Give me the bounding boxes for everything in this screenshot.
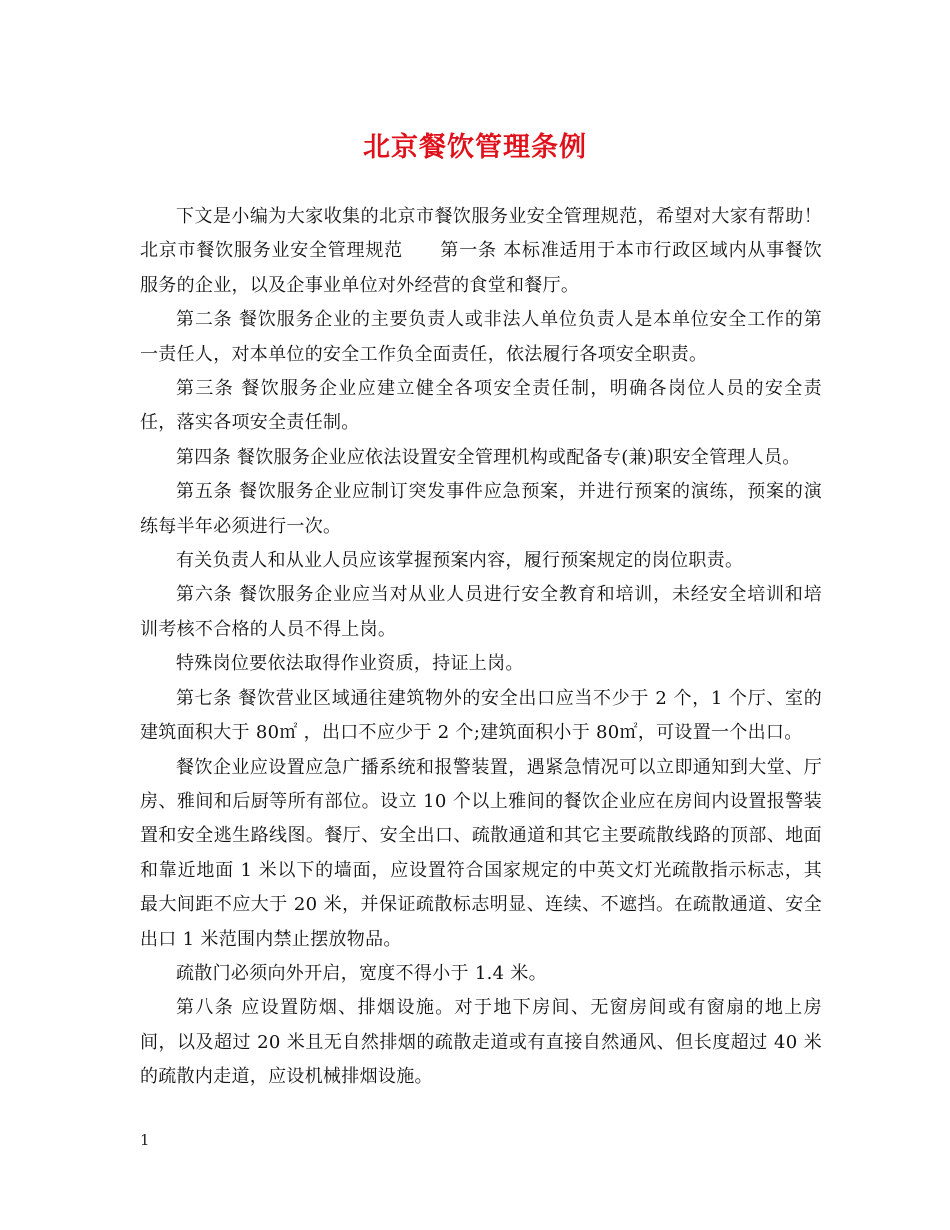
document-title: 北京餐饮管理条例 [363,132,587,163]
paragraph-article-5-note: 有关负责人和从业人员应该掌握预案内容，履行预案规定的岗位职责。 [176,550,744,572]
paragraph-article-7: 第七条 餐饮营业区域通往建筑物外的安全出口应当不少于 2 个，1 个厅、室的建筑面积大于 80㎡ ，出口不应少于 2 个;建筑面积小于 80㎡，可设置一个出口。 [140,687,822,744]
paragraph-article-8: 第八条 应设置防烟、排烟设施。对于地下房间、无窗房间或有窗扇的地上房间，以及超过 20 米且无自然排烟的疏散走道或有直接自然通风、但长度超过 40 米的疏散内走道，应设机械排烟设施。 [140,997,822,1088]
paragraph-article-2: 第二条 餐饮服务企业的主要负责人或非法人单位负责人是本单位安全工作的第一责任人，对本单位的安全工作负全面责任，依法履行各项安全职责。 [140,309,822,365]
paragraph-article-3: 第三条 餐饮服务企业应建立健全各项安全责任制，明确各岗位人员的安全责任，落实各项安全责任制。 [140,378,822,434]
paragraph-article-6: 第六条 餐饮服务企业应当对从业人员进行安全教育和培训，未经安全培训和培训考核不合格的人员不得上岗。 [140,584,822,640]
paragraph-article-5: 第五条 餐饮服务企业应制订突发事件应急预案，并进行预案的演练，预案的演练每半年必须进行一次。 [140,481,822,537]
paragraph-article-7-alarm: 餐饮企业应设置应急广播系统和报警装置，遇紧急情况可以立即通知到大堂、厅房、雅间和后厨等所有部位。设立 10 个以上雅间的餐饮企业应在房间内设置报警装置和安全逃生路线图。餐厅、安全出口、疏散通道和其它主要疏散线路的顶部、地面和靠近地面 1 米以下的墙面，应设置符合国家规定的中英文灯光疏散指示标志，其最大间距不应大于 20 米，并保证疏散标志明显、连续、不遮挡。在疏散通道、安全出口 1 米范围内禁止摆放物品。 [140,756,822,950]
paragraph-article-6-note: 特殊岗位要依法取得作业资质，持证上岗。 [176,653,524,675]
page-number: 1 [140,1131,150,1149]
paragraph-article-7-door: 疏散门必须向外开启，宽度不得小于 1.4 米。 [176,962,547,984]
paragraph-intro-article-1: 下文是小编为大家收集的北京市餐饮服务业安全管理规范，希望对大家有帮助！北京市餐饮服务业安全管理规范 第一条 本标准适用于本市行政区域内从事餐饮服务的企业，以及企事业单位对外经营的食堂和餐厅。 [140,206,822,296]
document-body [140,200,822,1095]
paragraph-article-4: 第四条 餐饮服务企业应依法设置安全管理机构或配备专(兼)职安全管理人员。 [176,446,801,468]
